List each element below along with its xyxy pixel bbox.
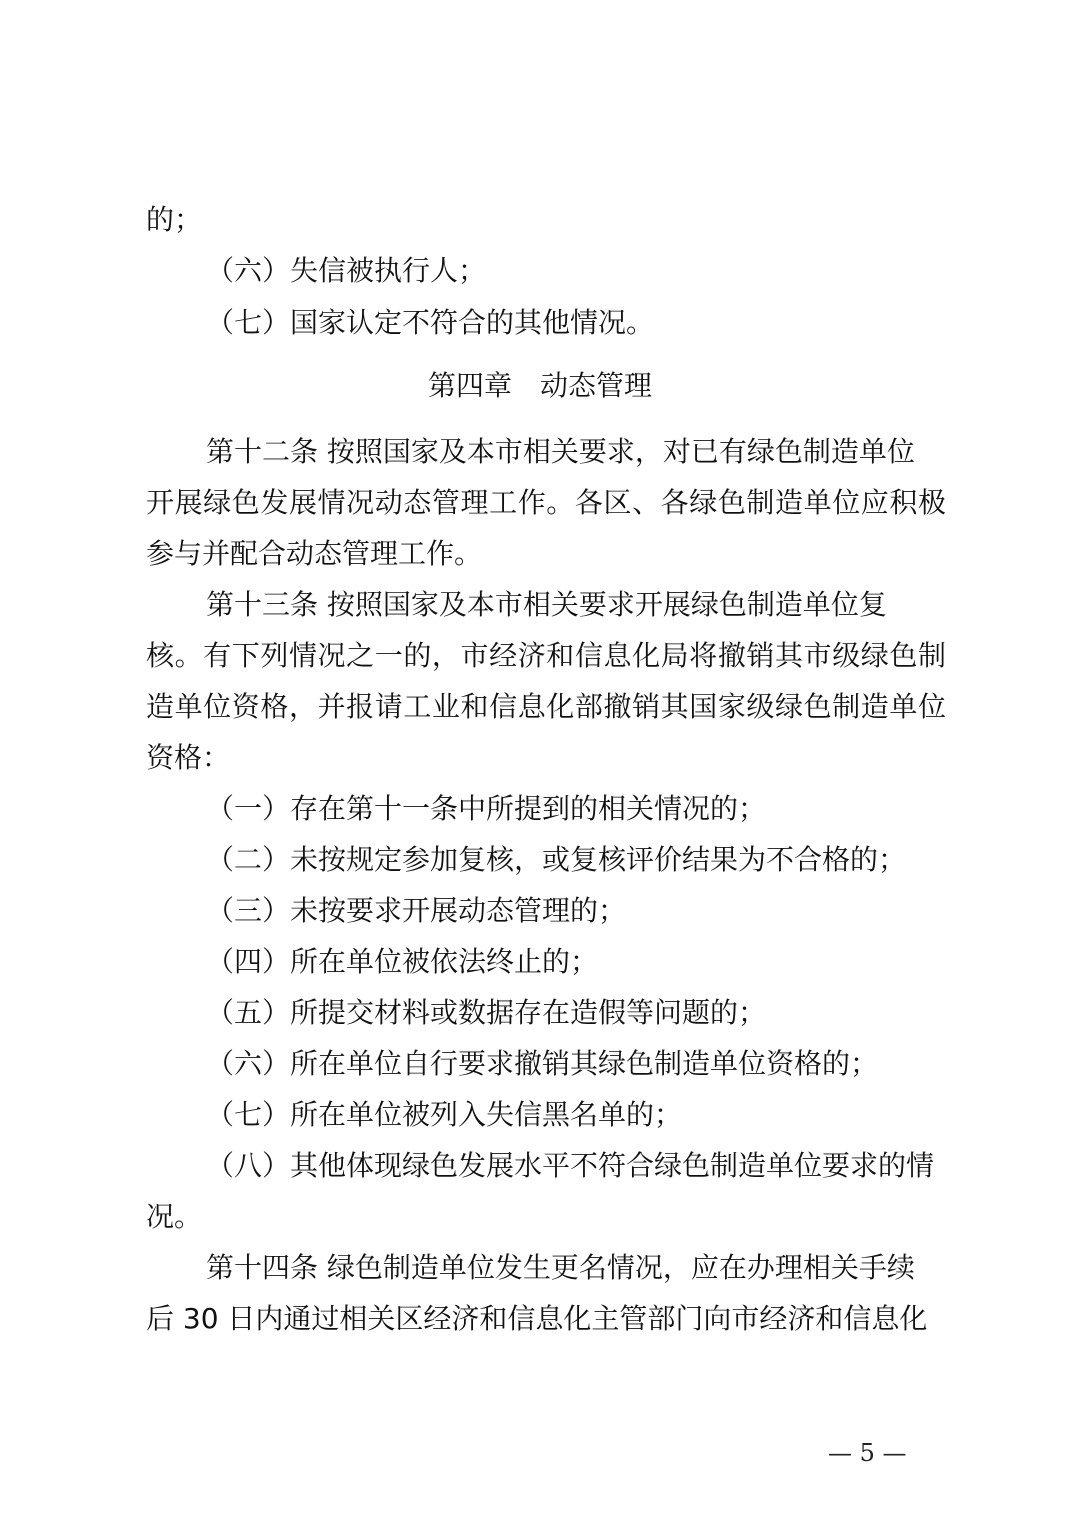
text-line: （七）国家认定不符合的其他情况。 xyxy=(206,306,655,339)
article-14-line-2: 后 30 日内通过相关区经济和信息化主管部门向市经济和信息化 xyxy=(146,1302,928,1335)
article-13-line-1: 第十三条 按照国家及本市相关要求开展绿色制造单位复 xyxy=(206,588,887,621)
list-item: （三）未按要求开展动态管理的； xyxy=(206,894,627,927)
article-12-line-3: 参与并配合动态管理工作。 xyxy=(146,537,483,570)
article-13-line-2: 核。有下列情况之一的，市经济和信息化局将撤销其市级绿色制 xyxy=(146,639,946,672)
chapter-number: 第四章 xyxy=(427,369,512,402)
chapter-heading xyxy=(0,366,1080,406)
text-line: （六）失信被执行人； xyxy=(206,254,487,287)
list-item: （六）所在单位自行要求撤销其绿色制造单位资格的； xyxy=(206,1047,879,1080)
page-number: — 5 — xyxy=(828,1439,907,1467)
list-item: （七）所在单位被列入失信黑名单的； xyxy=(206,1098,683,1131)
text-line: 的； xyxy=(146,203,203,236)
chapter-title: 动态管理 xyxy=(540,369,653,402)
article-12-line-1: 第十二条 按照国家及本市相关要求，对已有绿色制造单位 xyxy=(206,435,915,468)
article-13-line-3: 造单位资格，并报请工业和信息化部撤销其国家级绿色制造单位 xyxy=(146,690,946,723)
list-item: （八）其他体现绿色发展水平不符合绿色制造单位要求的情 xyxy=(206,1149,935,1182)
list-item: （二）未按规定参加复核，或复核评价结果为不合格的； xyxy=(206,843,907,876)
article-14-line-1: 第十四条 绿色制造单位发生更名情况，应在办理相关手续 xyxy=(206,1251,915,1284)
list-item: （四）所在单位被依法终止的； xyxy=(206,945,599,978)
article-12-line-2: 开展绿色发展情况动态管理工作。各区、各绿色制造单位应积极 xyxy=(146,486,946,519)
list-item-continuation: 况。 xyxy=(146,1200,203,1233)
article-13-line-4: 资格： xyxy=(146,741,231,774)
list-item: （一）存在第十一条中所提到的相关情况的； xyxy=(206,792,767,825)
list-item: （五）所提交材料或数据存在造假等问题的； xyxy=(206,996,767,1029)
